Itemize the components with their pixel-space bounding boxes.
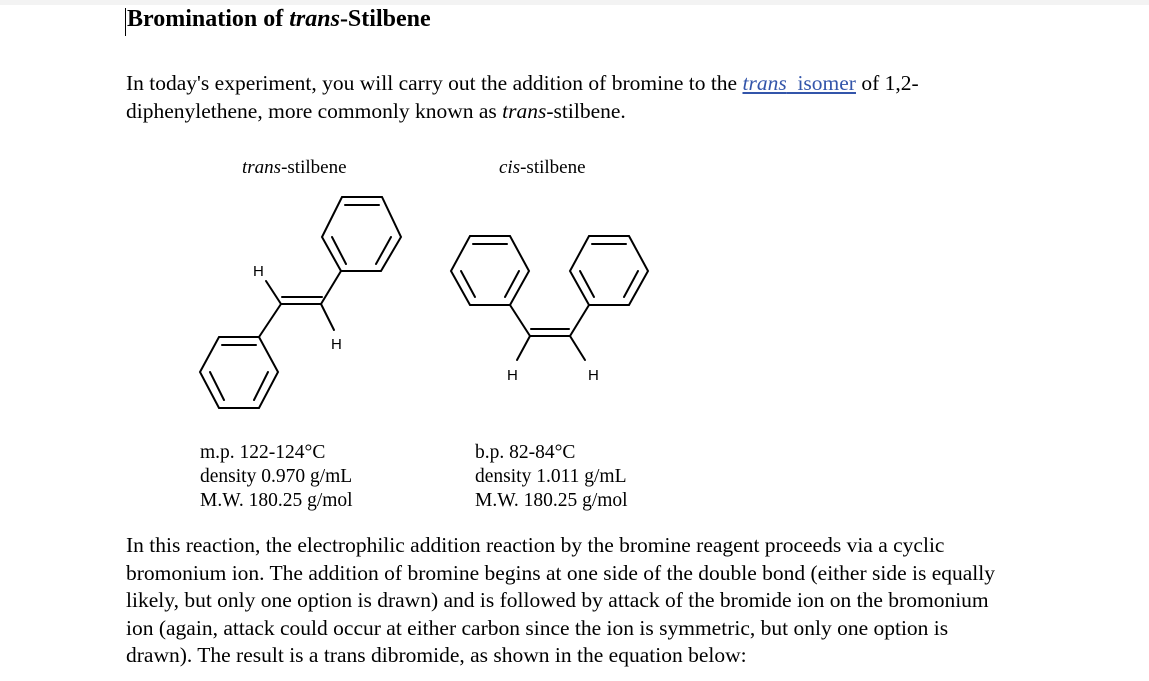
trans-isomer-link[interactable]: trans isomer — [742, 71, 856, 95]
cis-left-phenyl-ring — [451, 236, 529, 305]
trans-upper-phenyl-ring — [322, 197, 401, 271]
trans-stilbene-label: trans-stilbene — [242, 157, 347, 178]
mechanism-line-2: bromonium ion. The addition of bromine begins at one side of the double bond (either side is equally — [126, 560, 995, 585]
cis-density: density 1.011 g/mL — [475, 466, 627, 487]
cis-right-phenyl-ring — [570, 236, 648, 305]
trans-molecular-weight: M.W. 180.25 g/mol — [200, 490, 353, 511]
trans-h-lower: H — [331, 336, 342, 353]
trans-stilbene-structure — [200, 197, 401, 408]
cis-boiling-point: b.p. 82-84°C — [475, 442, 576, 463]
cis-stilbene-properties — [475, 441, 628, 513]
mechanism-line-5: drawn). The result is a trans dibromide, as shown in the equation below: — [126, 643, 747, 667]
cis-stilbene-label: cis-stilbene — [499, 157, 586, 178]
mechanism-line-3: likely, but only one option is drawn) and is followed by attack of the bromide ion on the bromonium — [126, 588, 989, 612]
mechanism-paragraph — [126, 532, 995, 670]
intro-line-1: In today's experiment, you will carry out the addition of bromine to the trans isomer of 1,2- — [126, 71, 919, 95]
cis-molecular-weight: M.W. 180.25 g/mol — [475, 490, 628, 511]
intro-line-2: diphenylethene, more commonly known as trans-stilbene. — [126, 98, 626, 123]
cis-h-right: H — [588, 367, 599, 384]
trans-stilbene-properties — [200, 441, 353, 513]
trans-lower-phenyl-ring — [200, 337, 278, 408]
mechanism-line-1: In this reaction, the electrophilic addition reaction by the bromine reagent proceeds via a cyclic — [126, 533, 945, 557]
trans-density: density 0.970 g/mL — [200, 466, 353, 487]
cis-h-left: H — [507, 367, 518, 384]
trans-melting-point: m.p. 122-124°C — [200, 442, 326, 463]
cis-stilbene-structure — [451, 236, 648, 360]
trans-h-upper: H — [253, 263, 264, 280]
mechanism-line-4: ion (again, attack could occur at either carbon since the ion is symmetric, but only one option is — [126, 615, 949, 640]
page-title: Bromination of trans-Stilbene — [127, 6, 431, 32]
